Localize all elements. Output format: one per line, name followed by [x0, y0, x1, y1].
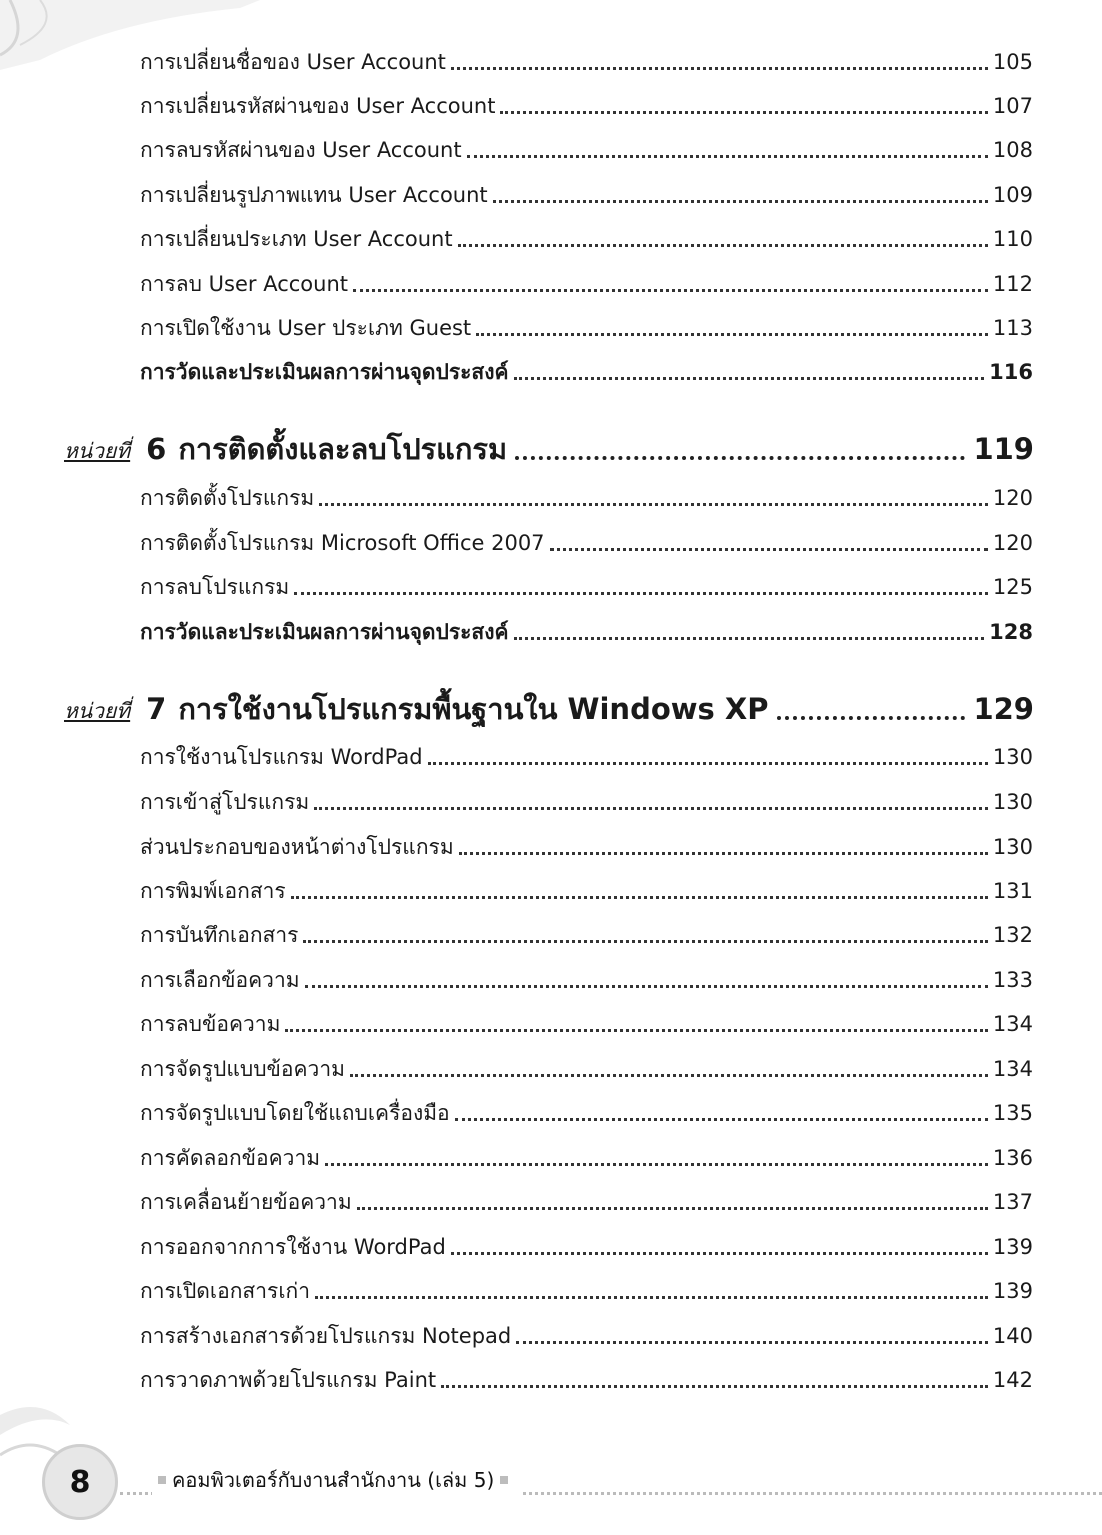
- unit-page: 119: [973, 432, 1034, 466]
- unit-number: 6: [146, 432, 167, 466]
- toc-entry: การลบข้อความ 134: [140, 1012, 1033, 1036]
- footer-book-title: คอมพิวเตอร์กับงานสำนักงาน (เล่ม 5): [172, 1468, 495, 1492]
- unit-number: 7: [146, 692, 167, 726]
- footer-book-title-wrap: [152, 1464, 520, 1496]
- toc-entry: การลบ User Account 112: [140, 272, 1033, 296]
- toc-entry: การติดตั้งโปรแกรม 120: [140, 486, 1033, 510]
- toc-entry: การเปลี่ยนชื่อของ User Account 105: [140, 50, 1033, 74]
- square-bullet-icon: [158, 1476, 166, 1484]
- unit-heading-6: [64, 424, 1034, 468]
- toc-entry: การเคลื่อนย้ายข้อความ 137: [140, 1190, 1033, 1214]
- unit-label: หน่วยที่: [64, 699, 131, 723]
- toc-entry: การออกจากการใช้งาน WordPad 139: [140, 1235, 1033, 1259]
- toc-entry: การบันทึกเอกสาร 132: [140, 923, 1033, 947]
- unit-label: หน่วยที่: [64, 439, 131, 463]
- toc-entry: การเปิดเอกสารเก่า 139: [140, 1279, 1033, 1303]
- toc-entry: การสร้างเอกสารด้วยโปรแกรม Notepad 140: [140, 1324, 1033, 1348]
- toc-entry: การวาดภาพด้วยโปรแกรม Paint 142: [140, 1368, 1033, 1392]
- toc-entry: การเข้าสู่โปรแกรม 130: [140, 790, 1033, 814]
- toc-entry: การติดตั้งโปรแกรม Microsoft Office 2007 120: [140, 531, 1033, 555]
- toc-entry-assessment: การวัดและประเมินผลการผ่านจุดประสงค์ 128: [140, 620, 1033, 644]
- toc-entry: การเปิดใช้งาน User ประเภท Guest 113: [140, 316, 1033, 340]
- unit-page: 129: [973, 692, 1034, 726]
- page-number: 8: [42, 1444, 118, 1520]
- toc-entry-assessment: การวัดและประเมินผลการผ่านจุดประสงค์ 116: [140, 360, 1033, 384]
- toc-entry: การใช้งานโปรแกรม WordPad 130: [140, 745, 1033, 769]
- toc-entry: การคัดลอกข้อความ 136: [140, 1146, 1033, 1170]
- toc-entry: การพิมพ์เอกสาร 131: [140, 879, 1033, 903]
- toc-entry: การเปลี่ยนประเภท User Account 110: [140, 227, 1033, 251]
- square-bullet-icon: [500, 1476, 508, 1484]
- toc-entry: การเปลี่ยนรูปภาพแทน User Account 109: [140, 183, 1033, 207]
- page-footer: [0, 1440, 1102, 1520]
- toc-entry: การจัดรูปแบบข้อความ 134: [140, 1057, 1033, 1081]
- toc-entry: การลบโปรแกรม 125: [140, 575, 1033, 599]
- toc-entry: การลบรหัสผ่านของ User Account 108: [140, 138, 1033, 162]
- toc-entry: การจัดรูปแบบโดยใช้แถบเครื่องมือ 135: [140, 1101, 1033, 1125]
- unit-title: การใช้งานโปรแกรมพื้นฐานใน Windows XP: [178, 692, 769, 726]
- toc-entry: การเลือกข้อความ 133: [140, 968, 1033, 992]
- toc-entry: ส่วนประกอบของหน้าต่างโปรแกรม 130: [140, 835, 1033, 859]
- unit-heading-7: [64, 684, 1034, 728]
- unit-title: การติดตั้งและลบโปรแกรม: [178, 432, 508, 466]
- toc-entry: การเปลี่ยนรหัสผ่านของ User Account 107: [140, 94, 1033, 118]
